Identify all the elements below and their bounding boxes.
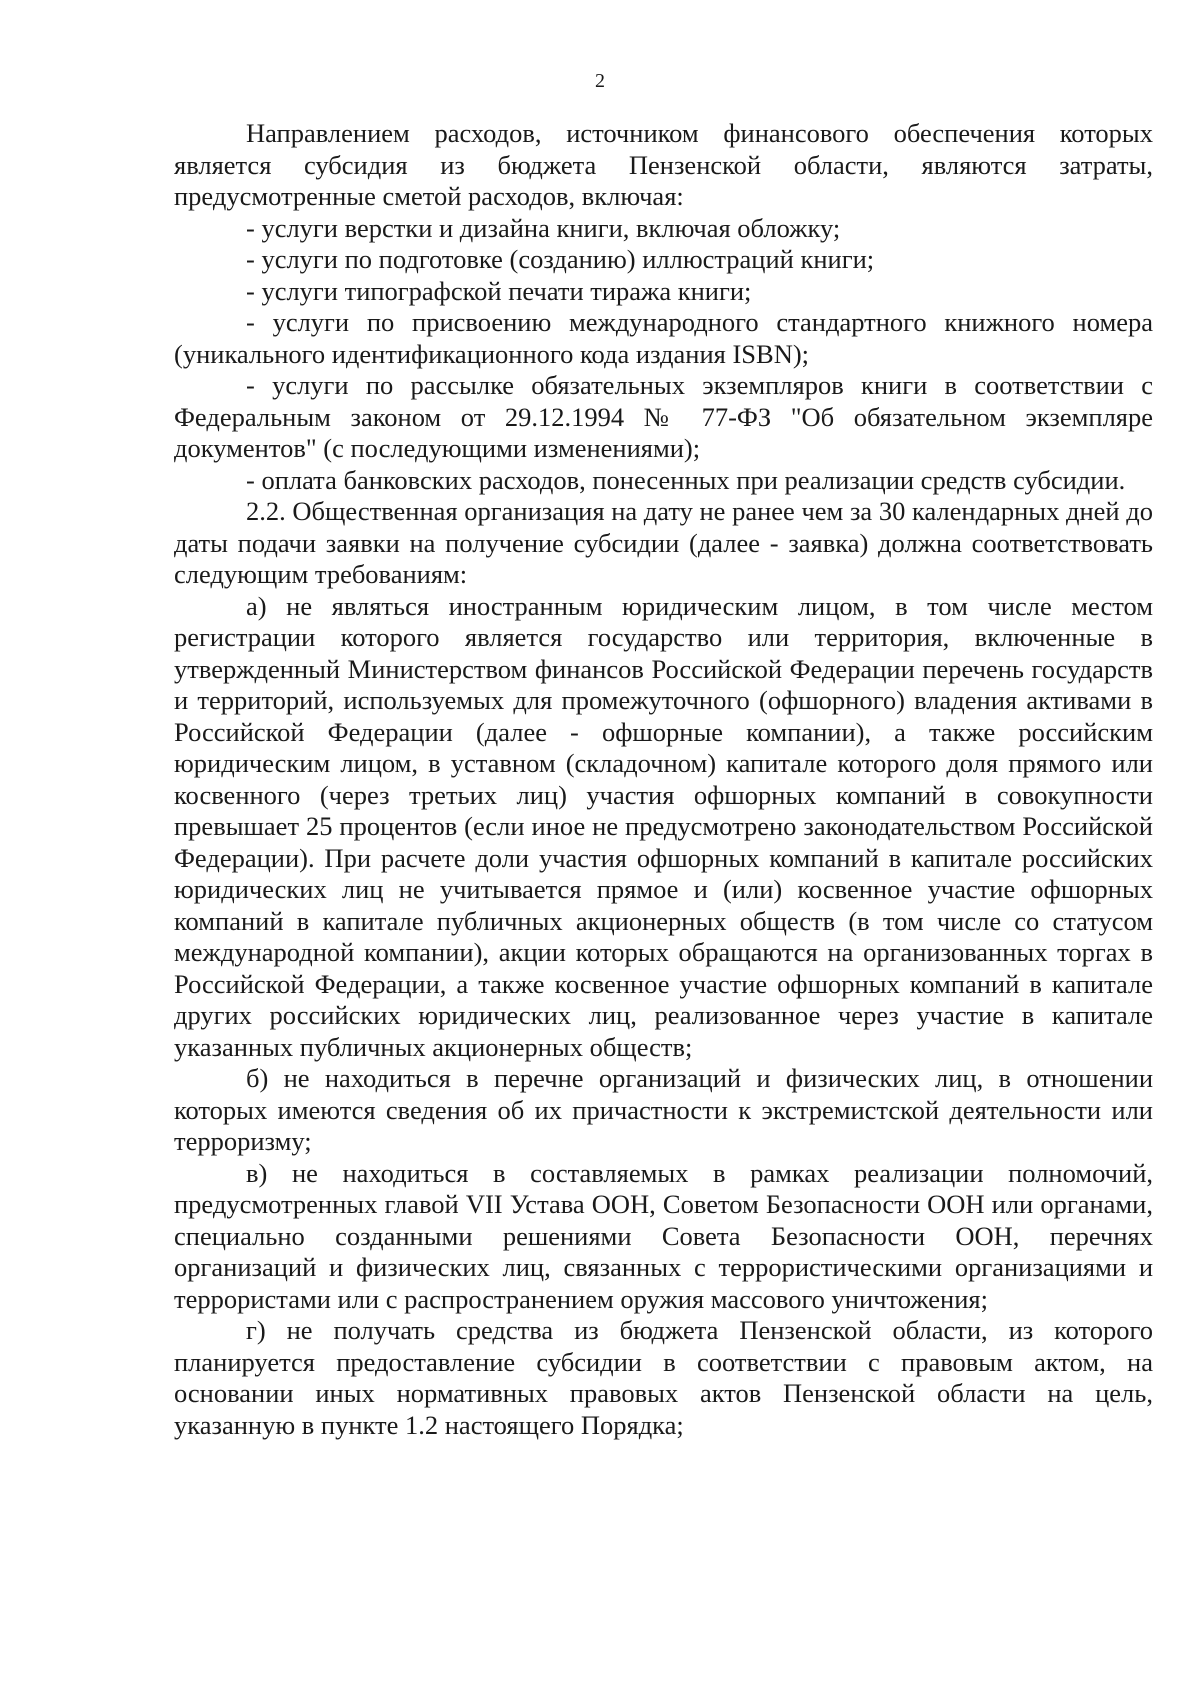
requirement-b: б) не находиться в перечне организаций и физических лиц, в отношении которых имеются сведения об их причастности к экстремистской деятельности или терроризму; xyxy=(174,1063,1153,1156)
list-item-illustrations: - услуги по подготовке (созданию) иллюстраций книги; xyxy=(246,244,875,274)
clause-2-2: 2.2. Общественная организация на дату не ранее чем за 30 календарных дней до даты подачи заявки на получение субсидии (далее - заявка) должна соответствовать следующим требованиям: xyxy=(174,496,1153,589)
requirement-v: в) не находиться в составляемых в рамках реализации полномочий, предусмотренных главой VII Устава ООН, Советом Безопасности ООН или органами, специально созданными решениями Совета Безопасности ООН, перечнях организаций и физических лиц, связанных с террористическими организациями и террористами или с распространением оружия массового уничтожения; xyxy=(174,1157,1153,1314)
list-item-isbn: - услуги по присвоению международного стандартного книжного номера (уникального идентификационного кода издания ISBN); xyxy=(174,307,1153,369)
page-number: 2 xyxy=(595,70,605,92)
requirement-g: г) не получать средства из бюджета Пензенской области, из которого планируется предоставление субсидии в соответствии с правовым актом, на основании иных нормативных правовых актов Пензенской области на цель, указанную в пункте 1.2 настоящего Порядка; xyxy=(174,1315,1153,1440)
list-item-printing: - услуги типографской печати тиража книги; xyxy=(246,275,752,306)
list-item-mandatory-copies: - услуги по рассылке обязательных экземпляров книги в соответствии с Федеральным законом от 29.12.1994 № 77-ФЗ "Об обязательном экземпляре документов" (с последующими изменениями); xyxy=(174,370,1153,463)
list-item-layout-design: - услуги верстки и дизайна книги, включая обложку; xyxy=(246,212,841,243)
requirement-a: а) не являться иностранным юридическим лицом, в том числе местом регистрации которого является государство или территория, включенные в утвержденный Министерством финансов Российской Федерации перечень государств и территорий, используемых для промежуточного (офшорного) владения активами в Российской Федерации (далее - офшорные компании), а также российским юридическим лицом, в уставном (складочном) капитале которого доля прямого или косвенного (через третьих лиц) участия офшорных компаний в совокупности превышает 25 процентов (если иное не предусмотрено законодательством Российской Федерации). При расчете доли участия офшорных компаний в капитале российских юридических лиц не учитывается прямое и (или) косвенное участие офшорных компаний в капитале публичных акционерных обществ (в том числе со статусом международной компании), акции которых обращаются на организованных торгах в Российской Федерации, а также косвенное участие офшорных компаний в капитале других российских юридических лиц, реализованное через участие в капитале указанных публичных акционерных обществ; xyxy=(174,590,1153,1062)
list-item-bank-expenses: - оплата банковских расходов, понесенных при реализации средств субсидии. xyxy=(246,464,1126,495)
paragraph-expense-directions: Направлением расходов, источником финансового обеспечения которых является субсидия из бюджета Пензенской области, являются затраты, предусмотренные сметой расходов, включая: xyxy=(174,118,1153,211)
document-body xyxy=(174,118,1153,1441)
